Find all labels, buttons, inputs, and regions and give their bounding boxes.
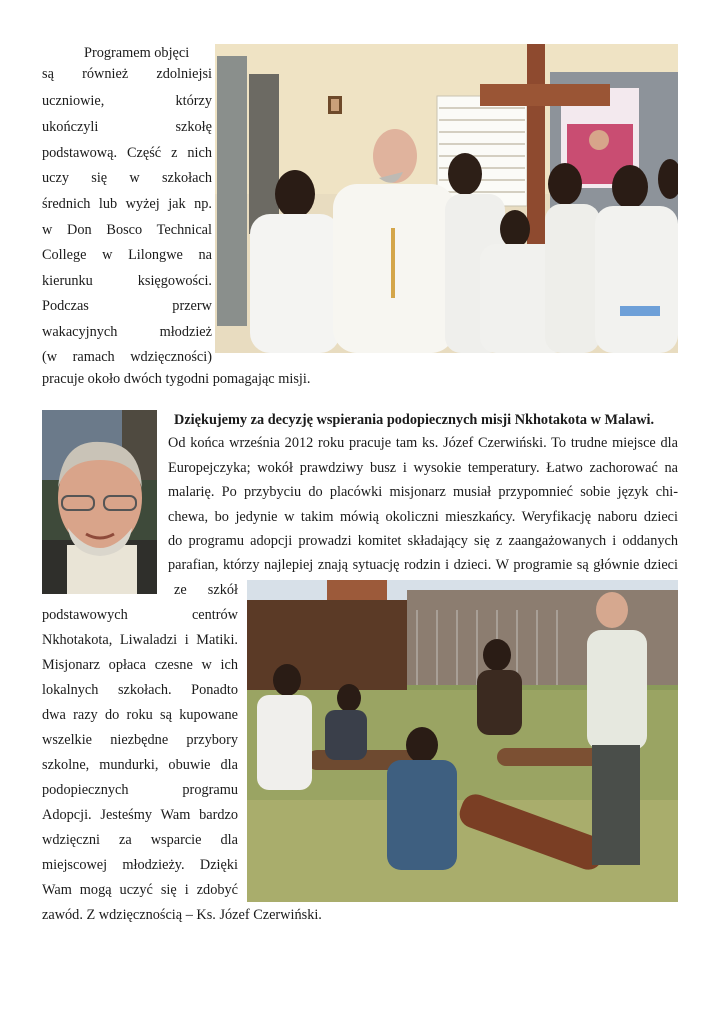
text-line: uczy się w szkołach [42, 170, 212, 186]
text-line: uczniowie, którzy [42, 93, 212, 109]
text-line: podstawową. Część z nich [42, 145, 212, 161]
text-line: Programem objęci [84, 45, 190, 61]
text-line: Od końca września 2012 roku pracuje tam ks. Józef Czerwiński. To trudne miejsce dla [168, 435, 678, 451]
text-line: ukończyli szkołę [42, 119, 212, 135]
text-line: (w ramach wdzięczności) [42, 349, 212, 365]
text-line: Adopcji. Jesteśmy Wam bardzo [42, 807, 238, 823]
text-line: pracuje około dwóch tygodni pomagając misji. [42, 371, 311, 387]
text-line: kierunku księgowości. [42, 273, 212, 289]
text-line: w Don Bosco Technical [42, 222, 212, 238]
text-line: wakacyjnych młodzież [42, 324, 212, 340]
text-line: chewa, bo jedynie w takim mówią okoliczni mieszkańcy. Weryfikację naboru dzieci [168, 509, 678, 525]
text-line: parafian, którzy najlepiej znają sytuację rodzin i dzieci. W programie są głównie dzieci [168, 557, 678, 573]
text-line: średnich lub wyżej jak np. [42, 196, 212, 212]
text-line: Europejczyka; wokół prawdziwy busz i wysokie temperatury. Łatwo zachorować na [168, 460, 678, 476]
text-line: podopiecznych programu [42, 782, 238, 798]
text-line: do programu adopcji prowadzi komitet składający się z zaangażowanych i oddanych [168, 533, 678, 549]
woodwork-photo [247, 580, 678, 902]
text-line: Podczas przerw [42, 298, 212, 314]
text-line: są również zdolniejsi [42, 66, 212, 82]
text-line: dwa razy do roku są kupowane [42, 707, 238, 723]
text-line: wszelkie niezbędne przybory [42, 732, 238, 748]
text-line: Wam mogą uczyć się i zdobyć [42, 882, 238, 898]
text-line: ze szkół [174, 582, 238, 598]
altar-servers-photo [215, 44, 678, 353]
text-line: zawód. Z wdzięcznością – Ks. Józef Czerwiński. [42, 907, 322, 923]
text-line: Misjonarz opłaca czesne w ich [42, 657, 238, 673]
text-line: podstawowych centrów [42, 607, 238, 623]
portrait-photo [42, 410, 157, 594]
text-line: lokalnych szkołach. Ponadto [42, 682, 238, 698]
text-line: szkolne, mundurki, obuwie dla [42, 757, 238, 773]
text-line: College w Lilongwe na [42, 247, 212, 263]
text-line: malarię. Po przybyciu do placówki misjonarz musiał przypomnieć sobie język chi- [168, 484, 678, 500]
text-line: wdzięczni za wsparcie dla [42, 832, 238, 848]
text-line: Nkhotakota, Liwaladzi i Matiki. [42, 632, 238, 648]
section-heading: Dziękujemy za decyzję wspierania podopiecznych misji Nkhotakota w Malawi. [174, 412, 655, 428]
text-line: miejscowej młodzieży. Dzięki [42, 857, 238, 873]
